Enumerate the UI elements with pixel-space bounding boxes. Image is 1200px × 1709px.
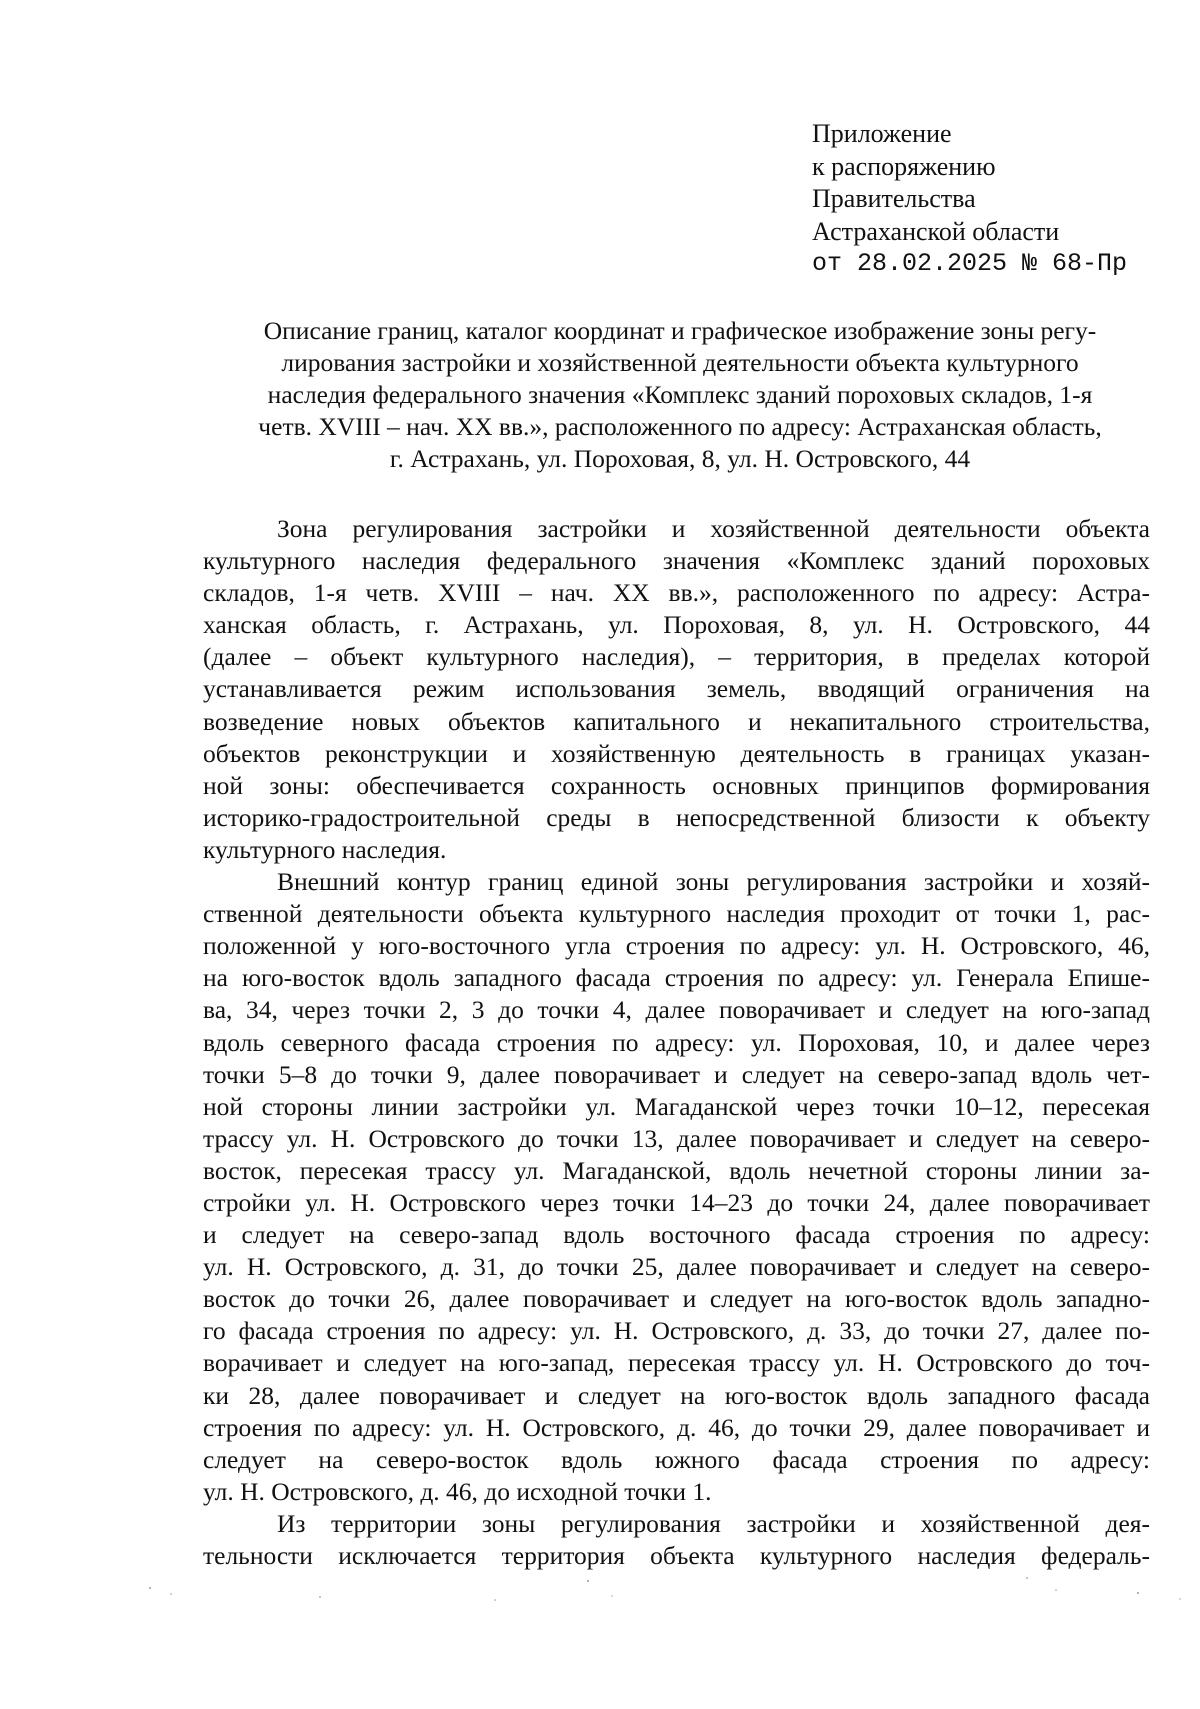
- title-line: Описание границ, каталог координат и графическое изображение зоны регу-: [263, 316, 1097, 345]
- body-line: ул. Н. Островского, д. 31, до точки 25, далее поворачивает и следует на северо-: [203, 1252, 1150, 1282]
- body-line: восток до точки 26, далее поворачивает и следует на юго-восток вдоль западно-: [203, 1284, 1150, 1314]
- body-line: точки 5–8 до точки 9, далее поворачивает и следует на северо-запад вдоль чет-: [203, 1059, 1150, 1089]
- title-line: лирования застройки и хозяйственной деятельности объекта культурного: [281, 348, 1079, 377]
- body-line: восток, пересекая трассу ул. Магаданской, вдоль нечетной стороны линии за-: [203, 1155, 1150, 1185]
- body-line: ной зоны: обеспечивается сохранность основных принципов формирования: [203, 770, 1150, 800]
- body-line: ворачивает и следует на юго-запад, пересекая трассу ул. Н. Островского до точ-: [203, 1348, 1150, 1378]
- title-line: наследия федерального значения «Комплекс зданий пороховых складов, 1-я: [267, 380, 1093, 409]
- title-line: г. Астрахань, ул. Пороховая, 8, ул. Н. Островского, 44: [389, 444, 971, 473]
- body-line: возведение новых объектов капитального и некапитального строительства,: [203, 706, 1150, 736]
- body-line: го фасада строения по адресу: ул. Н. Островского, д. 33, до точки 27, далее по-: [203, 1316, 1150, 1346]
- body-line: ственной деятельности объекта культурного наследия проходит от точки 1, рас-: [203, 899, 1150, 929]
- body-line: строения по адресу: ул. Н. Островского, д. 46, до точки 29, далее поворачивает и: [203, 1412, 1150, 1442]
- body-line: историко-градостроительной среды в непосредственной близости к объекту: [203, 802, 1150, 832]
- body-line: объектов реконструкции и хозяйственную деятельность в границах указан-: [203, 738, 1150, 768]
- appendix-date-number: от 28.02.2025 № 68-Пр: [812, 249, 1128, 278]
- body-line: культурного наследия федерального значения «Комплекс зданий пороховых: [203, 546, 1150, 576]
- body-line: следует на северо-восток вдоль южного фасада строения по адресу:: [203, 1444, 1150, 1474]
- body-line: культурного наследия.: [203, 834, 447, 864]
- body-line: стройки ул. Н. Островского через точки 14–23 до точки 24, далее поворачивает: [203, 1187, 1150, 1217]
- appendix-line: Правительства: [812, 184, 976, 213]
- document-title: [200, 315, 1160, 475]
- body-line: Зона регулирования застройки и хозяйственной деятельности объекта: [277, 514, 1150, 543]
- body-line: на юго-восток вдоль западного фасада строения по адресу: ул. Генерала Епише-: [203, 963, 1150, 993]
- document-body: [203, 513, 1150, 1572]
- body-line: тельности исключается территория объекта культурного наследия федераль-: [203, 1541, 1150, 1570]
- body-line: ки 28, далее поворачивает и следует на юго-восток вдоль западного фасада: [203, 1380, 1150, 1410]
- body-line: и следует на северо-запад вдоль восточного фасада строения по адресу:: [203, 1220, 1150, 1250]
- appendix-header: [812, 118, 1172, 281]
- title-line: четв. XVIII – нач. XX вв.», расположенного по адресу: Астраханская область,: [258, 412, 1102, 441]
- appendix-line: Астраханской области: [812, 216, 1060, 246]
- appendix-line: к распоряжению: [812, 151, 996, 181]
- body-line: положенной у юго-восточного угла строения по адресу: ул. Н. Островского, 46,: [203, 931, 1150, 961]
- body-line: ва, 34, через точки 2, 3 до точки 4, далее поворачивает и следует на юго-запад: [203, 995, 1150, 1025]
- body-line: складов, 1-я четв. XVIII – нач. XX вв.», расположенного по адресу: Астра-: [203, 578, 1150, 608]
- body-line: ханская область, г. Астрахань, ул. Пороховая, 8, ул. Н. Островского, 44: [203, 610, 1150, 640]
- body-line: устанавливается режим использования земель, вводящий ограничения на: [203, 674, 1150, 704]
- body-line: трассу ул. Н. Островского до точки 13, далее поворачивает и следует на северо-: [203, 1123, 1150, 1153]
- body-line: (далее – объект культурного наследия), – территория, в пределах которой: [203, 642, 1150, 672]
- body-line: ной стороны линии застройки ул. Магаданской через точки 10–12, пересекая: [203, 1091, 1150, 1121]
- appendix-line: Приложение: [812, 119, 952, 148]
- body-line: Из территории зоны регулирования застройки и хозяйственной дея-: [277, 1508, 1150, 1538]
- body-line: вдоль северного фасада строения по адресу: ул. Пороховая, 10, и далее через: [203, 1027, 1150, 1057]
- body-line: ул. Н. Островского, д. 46, до исходной точки 1.: [203, 1476, 712, 1506]
- body-line: Внешний контур границ единой зоны регулирования застройки и хозяй-: [277, 867, 1150, 897]
